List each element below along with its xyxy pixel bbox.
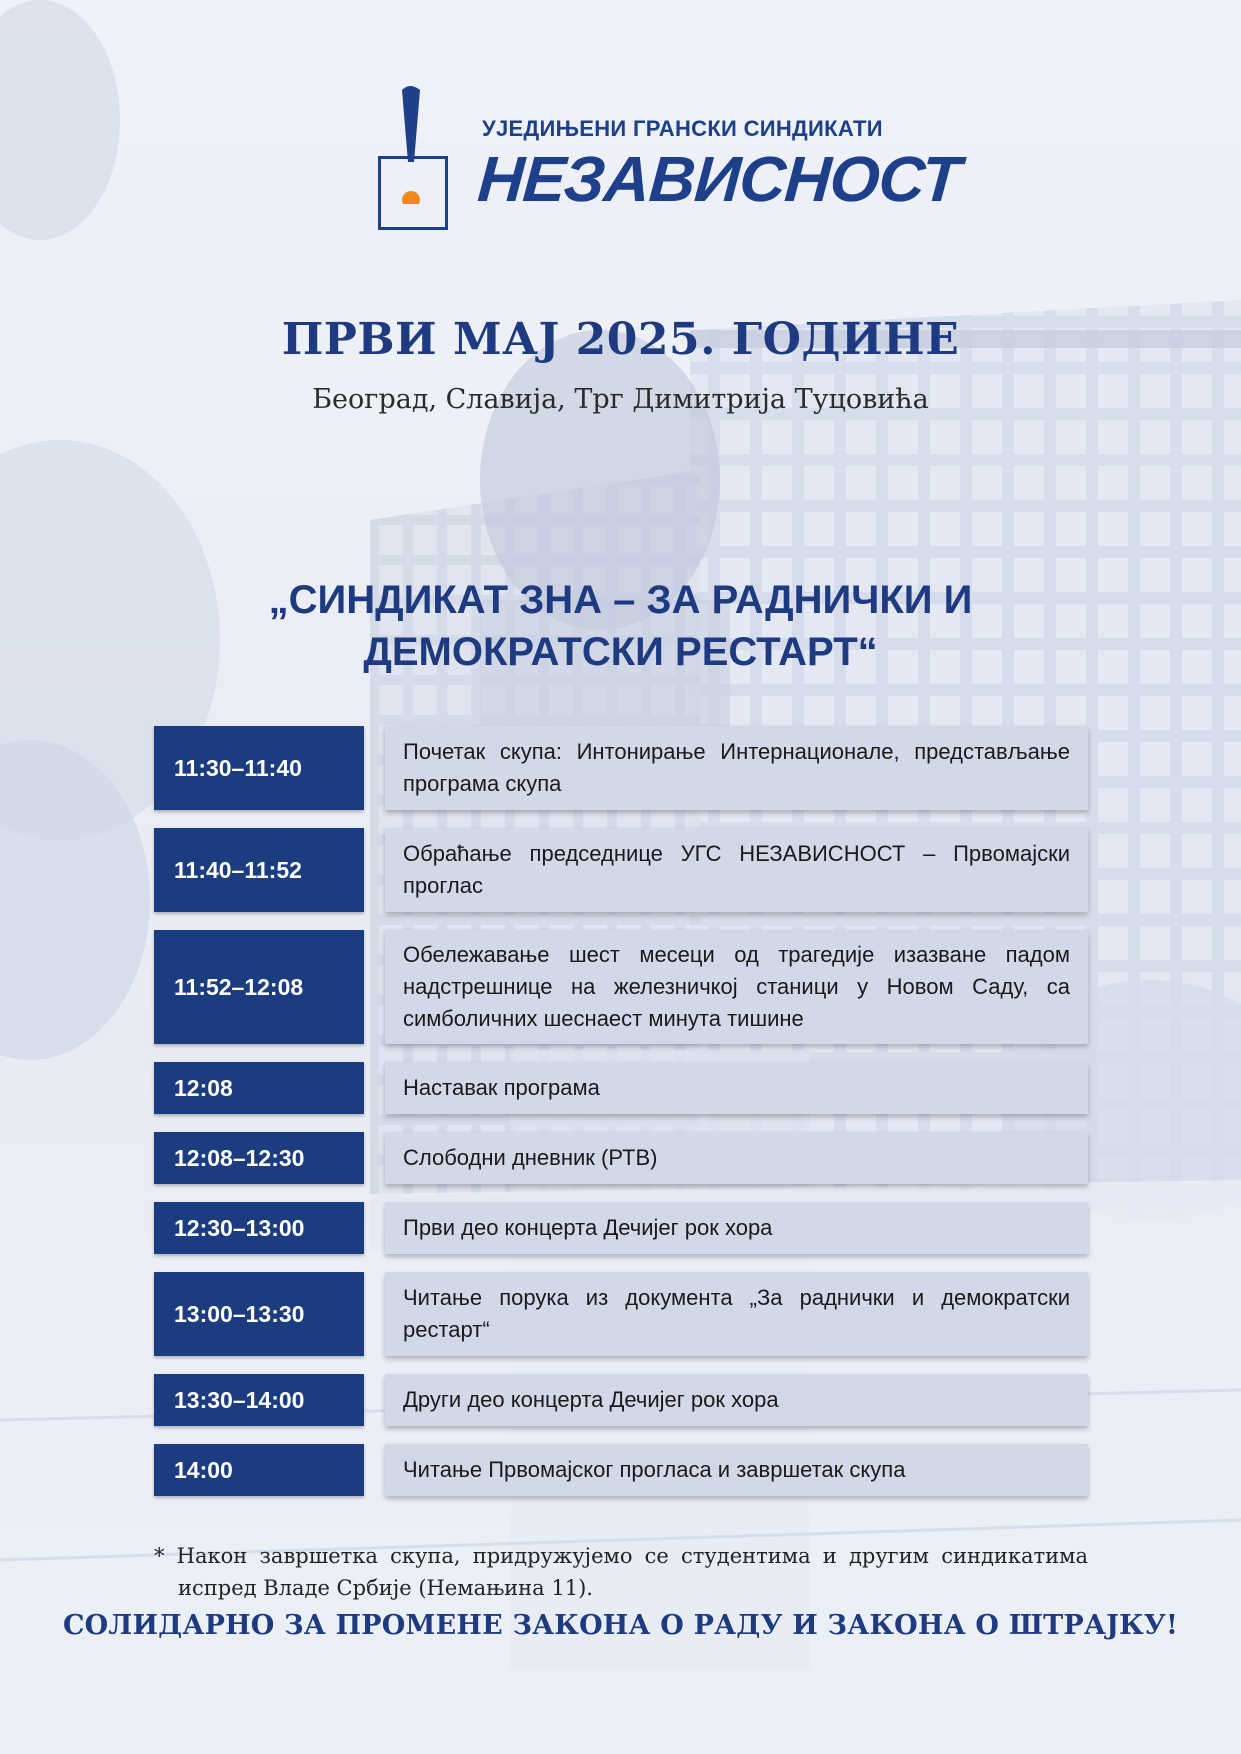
- schedule-row: [154, 828, 1088, 912]
- footer-slogan: СОЛИДАРНО ЗА ПРОМЕНЕ ЗАКОНА О РАДУ И ЗАКОНА О ШТРАЈКУ!: [62, 1610, 1179, 1641]
- page-title: ПРВИ МАЈ 2025. ГОДИНЕ: [281, 314, 960, 365]
- schedule-row: [154, 1444, 1088, 1496]
- schedule-description: Обележавање шест месеци од трагедије изазване падом надстрешнице на железничкој станици у Новом Саду, са симболичних шеснаест минута тишине: [385, 930, 1088, 1044]
- schedule-time: 12:08: [154, 1062, 364, 1114]
- schedule-time: 12:30–13:00: [154, 1202, 364, 1254]
- schedule-row: [154, 1374, 1088, 1426]
- slogan-line-1: „СИНДИКАТ ЗНА – ЗА РАДНИЧКИ И: [268, 578, 973, 622]
- schedule-row: [154, 1202, 1088, 1254]
- event-slogan: [0, 574, 1241, 678]
- schedule-description: Читање порука из документа „За раднички и демократски рестарт“: [385, 1272, 1088, 1356]
- schedule-row: [154, 1062, 1088, 1114]
- schedule-time: 11:52–12:08: [154, 930, 364, 1044]
- logo-name: НЕЗАВИСНОСТ: [475, 143, 963, 215]
- schedule-description: Почетак скупа: Интонирање Интернационале, представљање програма скупа: [385, 726, 1088, 810]
- event-location: Београд, Славија, Трг Димитрија Туцовића: [312, 384, 929, 415]
- schedule-description: Читање Првомајског прогласа и завршетак скупа: [385, 1444, 1088, 1496]
- schedule-row: [154, 930, 1088, 1044]
- schedule-row: [154, 726, 1088, 810]
- union-logo: [378, 84, 963, 234]
- exclamation-mark-icon: [396, 84, 426, 204]
- schedule-description: Други део концерта Дечијег рок хора: [385, 1374, 1088, 1426]
- schedule-description: Слободни дневник (РТВ): [385, 1132, 1088, 1184]
- schedule-description: Обраћање председнице УГС НЕЗАВИСНОСТ – Првомајски проглас: [385, 828, 1088, 912]
- schedule-time: 11:30–11:40: [154, 726, 364, 810]
- logo-subtitle: УЈЕДИЊЕНИ ГРАНСКИ СИНДИКАТИ: [482, 116, 883, 141]
- schedule-row: [154, 1132, 1088, 1184]
- schedule-row: [154, 1272, 1088, 1356]
- schedule-list: [154, 726, 1088, 1496]
- schedule-time: 13:00–13:30: [154, 1272, 364, 1356]
- slogan-line-2: ДЕМОКРАТСКИ РЕСТАРТ“: [363, 630, 878, 674]
- footnote: * Након завршетка скупа, придружујемо се студентима и другим синдикатима испред Владе Србије (Немањина 11).: [154, 1544, 1088, 1600]
- schedule-time: 11:40–11:52: [154, 828, 364, 912]
- schedule-time: 13:30–14:00: [154, 1374, 364, 1426]
- schedule-time: 12:08–12:30: [154, 1132, 364, 1184]
- schedule-time: 14:00: [154, 1444, 364, 1496]
- schedule-description: Наставак програма: [385, 1062, 1088, 1114]
- schedule-description: Први део концерта Дечијег рок хора: [385, 1202, 1088, 1254]
